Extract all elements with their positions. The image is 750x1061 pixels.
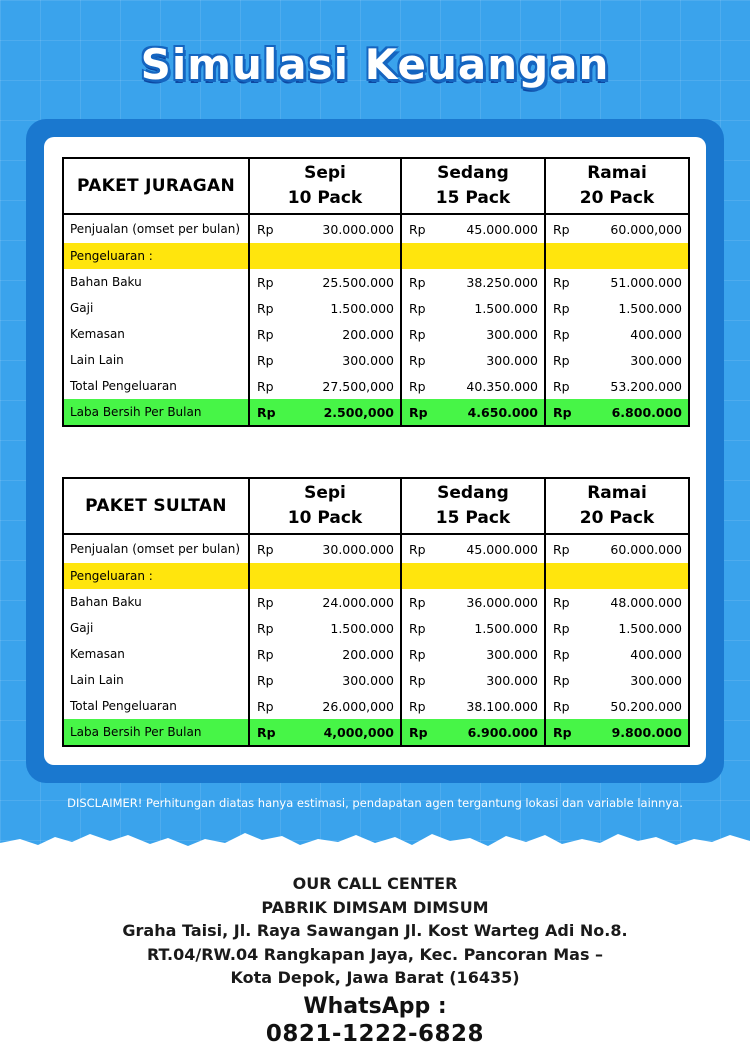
row-label: Laba Bersih Per Bulan [63, 719, 249, 746]
column-header-sepi [249, 478, 401, 534]
value-cell [441, 563, 545, 589]
column-level: Ramai [587, 483, 647, 503]
row-label: Bahan Baku [63, 269, 249, 295]
table-row [63, 719, 689, 746]
page-title: Simulasi Keuangan [140, 40, 610, 89]
value-cell: 30.000.000 [293, 534, 401, 563]
currency-cell: Rp [249, 693, 293, 719]
currency-cell [401, 563, 441, 589]
value-cell: 51.000.000 [585, 269, 689, 295]
currency-cell: Rp [545, 373, 585, 399]
value-cell: 40.350.000 [441, 373, 545, 399]
value-cell: 48.000.000 [585, 589, 689, 615]
row-label: Lain Lain [63, 667, 249, 693]
value-cell: 300.000 [441, 321, 545, 347]
currency-cell: Rp [249, 321, 293, 347]
package-name: PAKET JURAGAN [63, 158, 249, 214]
currency-cell: Rp [545, 589, 585, 615]
table-row [63, 641, 689, 667]
value-cell: 45.000.000 [441, 534, 545, 563]
table-row [63, 693, 689, 719]
row-label: Penjualan (omset per bulan) [63, 534, 249, 563]
currency-cell: Rp [401, 589, 441, 615]
row-label: Total Pengeluaran [63, 693, 249, 719]
whatsapp-label: WhatsApp : [303, 994, 447, 1019]
row-label: Pengeluaran : [63, 243, 249, 269]
table-row [63, 214, 689, 243]
value-cell: 25.500.000 [293, 269, 401, 295]
row-label: Kemasan [63, 321, 249, 347]
table-row [63, 269, 689, 295]
table-row [63, 534, 689, 563]
currency-cell: Rp [545, 269, 585, 295]
row-label: Lain Lain [63, 347, 249, 373]
value-cell: 300.000 [441, 667, 545, 693]
column-header-sedang [401, 158, 545, 214]
currency-cell: Rp [249, 295, 293, 321]
value-cell: 38.100.000 [441, 693, 545, 719]
column-pack: 10 Pack [287, 508, 363, 528]
value-cell: 300.000 [585, 667, 689, 693]
row-label: Total Pengeluaran [63, 373, 249, 399]
currency-cell: Rp [401, 693, 441, 719]
table-row [63, 563, 689, 589]
currency-cell: Rp [401, 214, 441, 243]
column-header-ramai [545, 478, 689, 534]
call-center-block [0, 872, 750, 990]
value-cell [293, 243, 401, 269]
currency-cell: Rp [545, 641, 585, 667]
financial-table-juragan [62, 157, 690, 427]
currency-cell: Rp [249, 214, 293, 243]
value-cell: 400.000 [585, 641, 689, 667]
value-cell: 6.900.000 [441, 719, 545, 746]
table-row [63, 243, 689, 269]
column-level: Sepi [304, 483, 346, 503]
disclaimer-text: DISCLAIMER! Perhitungan diatas hanya estimasi, pendapatan agen tergantung lokasi dan variable lainnya. [67, 796, 683, 810]
address-line-2: RT.04/RW.04 Rangkapan Jaya, Kec. Pancoran Mas – [146, 944, 604, 964]
table-row [63, 295, 689, 321]
value-cell: 1.500.000 [585, 295, 689, 321]
table-row [63, 321, 689, 347]
value-cell: 45.000.000 [441, 214, 545, 243]
currency-cell: Rp [249, 347, 293, 373]
value-cell: 50.200.000 [585, 693, 689, 719]
table-header-row [63, 478, 689, 534]
currency-cell: Rp [401, 269, 441, 295]
currency-cell: Rp [249, 641, 293, 667]
value-cell [441, 243, 545, 269]
column-level: Sedang [437, 163, 509, 183]
call-center-heading: OUR CALL CENTER [292, 874, 458, 893]
value-cell: 400.000 [585, 321, 689, 347]
table-row [63, 347, 689, 373]
column-header-ramai [545, 158, 689, 214]
currency-cell: Rp [545, 214, 585, 243]
currency-cell [545, 243, 585, 269]
value-cell: 24.000.000 [293, 589, 401, 615]
column-level: Sepi [304, 163, 346, 183]
column-pack: 10 Pack [287, 188, 363, 208]
value-cell: 4,000,000 [293, 719, 401, 746]
row-label: Kemasan [63, 641, 249, 667]
currency-cell: Rp [401, 321, 441, 347]
value-cell: 27.500,000 [293, 373, 401, 399]
financial-table-sultan [62, 477, 690, 747]
table-row [63, 589, 689, 615]
currency-cell: Rp [249, 269, 293, 295]
value-cell: 300.000 [585, 347, 689, 373]
currency-cell: Rp [545, 347, 585, 373]
currency-cell [545, 563, 585, 589]
package-name: PAKET SULTAN [63, 478, 249, 534]
currency-cell: Rp [545, 693, 585, 719]
value-cell: 4.650.000 [441, 399, 545, 426]
value-cell: 38.250.000 [441, 269, 545, 295]
currency-cell [249, 243, 293, 269]
row-label: Bahan Baku [63, 589, 249, 615]
table-header-row [63, 158, 689, 214]
currency-cell: Rp [249, 719, 293, 746]
value-cell: 60.000,000 [585, 214, 689, 243]
currency-cell: Rp [401, 373, 441, 399]
value-cell: 300.000 [441, 641, 545, 667]
currency-cell: Rp [401, 719, 441, 746]
column-level: Sedang [437, 483, 509, 503]
currency-cell [249, 563, 293, 589]
currency-cell [401, 243, 441, 269]
row-label: Pengeluaran : [63, 563, 249, 589]
column-pack: 20 Pack [579, 508, 655, 528]
currency-cell: Rp [401, 534, 441, 563]
currency-cell: Rp [249, 667, 293, 693]
currency-cell: Rp [545, 667, 585, 693]
currency-cell: Rp [249, 589, 293, 615]
currency-cell: Rp [401, 641, 441, 667]
value-cell: 36.000.000 [441, 589, 545, 615]
row-label: Gaji [63, 295, 249, 321]
value-cell: 1.500.000 [585, 615, 689, 641]
currency-cell: Rp [545, 295, 585, 321]
torn-paper-edge [0, 815, 750, 875]
currency-cell: Rp [401, 347, 441, 373]
address-line-3: Kota Depok, Jawa Barat (16435) [230, 968, 520, 987]
company-name: PABRIK DIMSAM DIMSUM [261, 897, 489, 917]
column-level: Ramai [587, 163, 647, 183]
value-cell [585, 563, 689, 589]
whatsapp-block [0, 994, 750, 1048]
value-cell: 53.200.000 [585, 373, 689, 399]
table-row [63, 667, 689, 693]
currency-cell: Rp [545, 719, 585, 746]
value-cell: 2.500,000 [293, 399, 401, 426]
currency-cell: Rp [401, 615, 441, 641]
value-cell: 6.800.000 [585, 399, 689, 426]
value-cell [293, 563, 401, 589]
column-pack: 20 Pack [579, 188, 655, 208]
currency-cell: Rp [545, 615, 585, 641]
currency-cell: Rp [401, 295, 441, 321]
column-pack: 15 Pack [435, 188, 511, 208]
table-row [63, 615, 689, 641]
value-cell: 300.000 [441, 347, 545, 373]
value-cell: 60.000.000 [585, 534, 689, 563]
column-header-sepi [249, 158, 401, 214]
whatsapp-number[interactable]: 0821-1222-6828 [265, 1021, 485, 1047]
value-cell: 300.000 [293, 667, 401, 693]
value-cell: 300.000 [293, 347, 401, 373]
table-row [63, 399, 689, 426]
row-label: Gaji [63, 615, 249, 641]
column-pack: 15 Pack [435, 508, 511, 528]
value-cell: 26.000,000 [293, 693, 401, 719]
currency-cell: Rp [249, 373, 293, 399]
currency-cell: Rp [401, 399, 441, 426]
value-cell: 1.500.000 [441, 295, 545, 321]
value-cell: 9.800.000 [585, 719, 689, 746]
table-row [63, 373, 689, 399]
value-cell: 200.000 [293, 321, 401, 347]
currency-cell: Rp [249, 399, 293, 426]
currency-cell: Rp [545, 321, 585, 347]
currency-cell: Rp [545, 399, 585, 426]
value-cell: 30.000.000 [293, 214, 401, 243]
value-cell: 1.500.000 [293, 295, 401, 321]
address-line-1: Graha Taisi, Jl. Raya Sawangan Jl. Kost Warteg Adi No.8. [122, 921, 628, 940]
value-cell: 1.500.000 [441, 615, 545, 641]
column-header-sedang [401, 478, 545, 534]
row-label: Penjualan (omset per bulan) [63, 214, 249, 243]
row-label: Laba Bersih Per Bulan [63, 399, 249, 426]
value-cell: 1.500.000 [293, 615, 401, 641]
currency-cell: Rp [401, 667, 441, 693]
currency-cell: Rp [249, 534, 293, 563]
currency-cell: Rp [249, 615, 293, 641]
currency-cell: Rp [545, 534, 585, 563]
value-cell: 200.000 [293, 641, 401, 667]
value-cell [585, 243, 689, 269]
